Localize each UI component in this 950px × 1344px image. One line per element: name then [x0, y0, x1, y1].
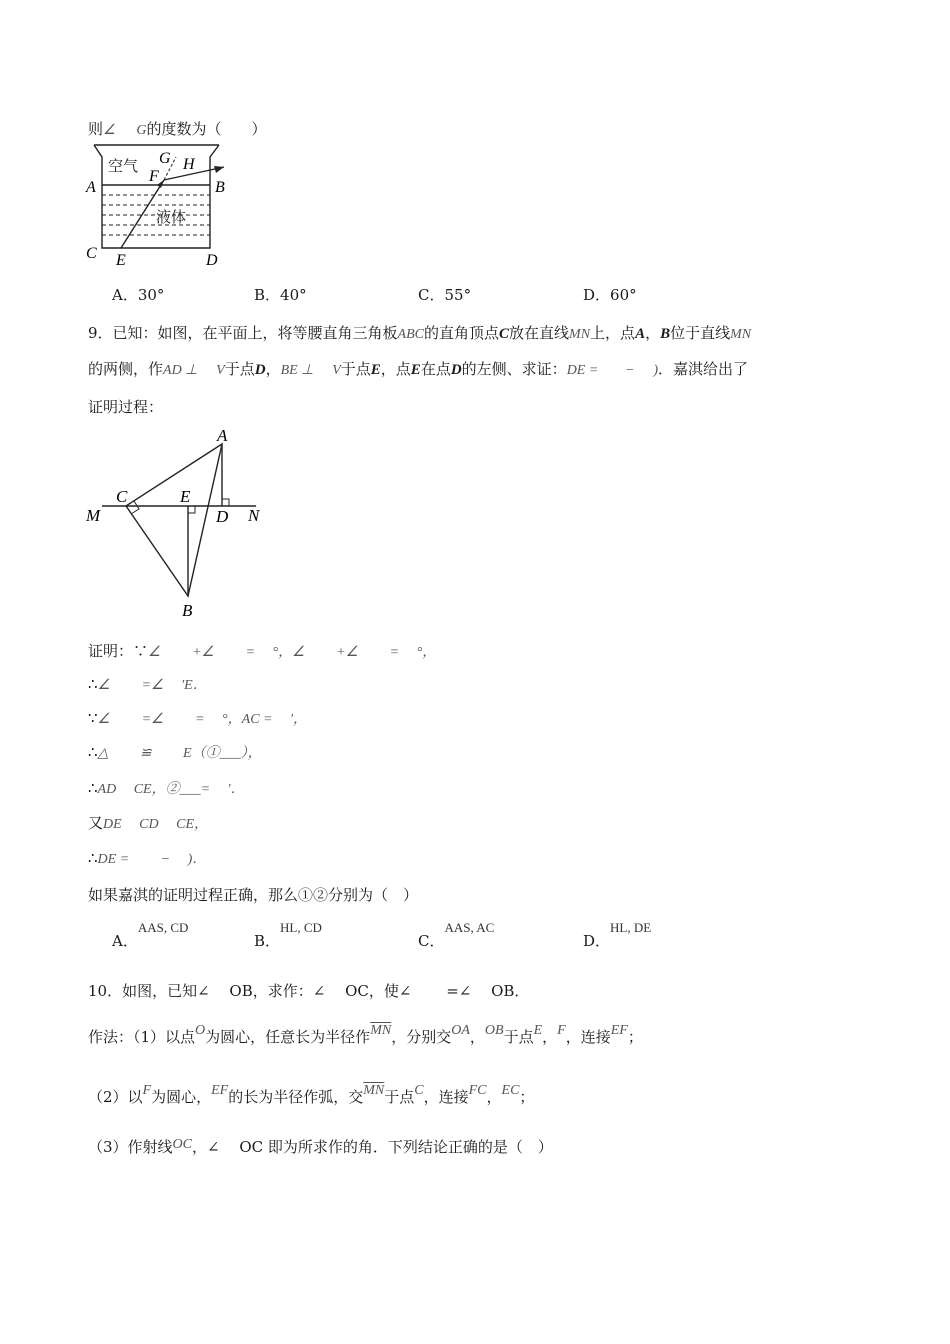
q10-text: ，: [542, 1028, 558, 1046]
q9-proof-body: ∠ =∠ = °，AC = ′，: [97, 712, 308, 727]
q9-proof-line: [88, 742, 262, 762]
q9-proof-lead: 证明：∵: [88, 642, 149, 660]
q10-text: 为圆心，: [151, 1088, 212, 1106]
q9-option-d[interactable]: [583, 916, 652, 950]
q9-proof-lead: ∴: [88, 675, 98, 693]
q10-text: ，连接: [565, 1028, 611, 1046]
q9-label-b: B: [182, 601, 193, 620]
q9-stem-line1: [88, 322, 751, 343]
q9-proof-line: [88, 708, 307, 728]
q9-point-c: C: [499, 326, 510, 342]
q9-minus: −: [625, 363, 635, 378]
q10-text: ，连接: [423, 1088, 469, 1106]
q9-label-a: A: [217, 426, 228, 445]
q9-label-d: D: [216, 507, 229, 526]
q10-text: 于点: [503, 1028, 534, 1046]
q9-proof-lead: ∴: [88, 779, 98, 797]
q9-ad-perp: AD ⊥: [163, 363, 198, 378]
q9-label-c: C: [116, 487, 128, 506]
q9-be-perp: BE ⊥: [280, 363, 314, 378]
q10-text: ；: [519, 1088, 535, 1106]
q8-label-h: H: [183, 156, 195, 173]
q10-text: 作法：（1）以点: [88, 1028, 196, 1046]
q9-proof-body: △ ≌ E（①___），: [97, 746, 262, 761]
q9-proof-line: [88, 848, 206, 868]
q8-option-d[interactable]: [583, 284, 637, 305]
q10-point-c: C: [414, 1083, 424, 1098]
q8-label-air: 空气: [108, 159, 139, 175]
q9-text: 于点: [340, 360, 371, 378]
q9-paren: ): [653, 363, 658, 378]
q8-option-a[interactable]: [112, 284, 164, 305]
q9-proof-body: DE = − )．: [97, 852, 207, 867]
q8-option-text: 40°: [280, 286, 307, 304]
q8-option-b[interactable]: [254, 284, 307, 305]
q9-mn: MN: [569, 327, 591, 342]
q10-text: ，: [486, 1088, 502, 1106]
q9-option-b[interactable]: [254, 916, 322, 950]
q10-stem-line2: [88, 1023, 643, 1047]
q8-option-text: 60°: [610, 286, 637, 304]
q10-text: ，分别交: [391, 1028, 452, 1046]
q10-stem-line1: 10．如图，已知∠ OB，求作：∠ OC，使∠ =∠ OB．: [88, 982, 530, 1000]
q9-option-text: HL, CD: [280, 920, 322, 935]
q8-stem-post: 的度数为（ ）: [146, 120, 267, 138]
q9-point-a: A: [635, 326, 646, 342]
q9-proof-line: [88, 674, 207, 694]
q9-proof-lead: 又: [88, 814, 104, 832]
q10-point-f: F: [142, 1083, 152, 1098]
q9-point-e: E: [410, 362, 421, 378]
q9-question: 如果嘉淇的证明过程正确，那么①②分别为（ ）: [88, 886, 419, 904]
q8-option-letter: D．: [583, 286, 611, 304]
q8-label-a: A: [86, 179, 96, 196]
q10-point-e: E: [533, 1023, 543, 1038]
q8-stem: [88, 118, 267, 139]
q10-ef: EF: [211, 1083, 229, 1098]
q9-option-letter: B．: [254, 932, 281, 950]
q9-proof-body: ∠ =∠ ′E．: [97, 678, 207, 693]
q10-text: 的长为半径作弧，交: [228, 1088, 364, 1106]
q9-text: 9．已知：如图，在平面上，将等腰直角三角板: [88, 324, 398, 342]
q9-point-e: E: [370, 362, 381, 378]
q8-stem-pre: 则: [88, 120, 104, 138]
q9-text: 在点: [420, 360, 451, 378]
q9-point-d: D: [254, 362, 266, 378]
q9-proof-line: [88, 778, 245, 798]
q9-text: 放在直线: [509, 324, 570, 342]
q9-text: 的两侧，作: [88, 360, 164, 378]
q9-stem-line3: 证明过程：: [88, 398, 164, 416]
q10-oa: OA: [451, 1023, 470, 1038]
q9-option-text: HL, DE: [610, 920, 652, 935]
q9-v: V: [216, 363, 225, 378]
q9-proof-line: [88, 640, 436, 661]
q10-stem-line4: [88, 1136, 553, 1157]
q9-option-c[interactable]: [418, 916, 495, 950]
q10-arc-mn: $\overline{MN}$: [370, 1023, 392, 1038]
q9-label-n: N: [248, 506, 260, 525]
q9-de-eq: DE =: [566, 363, 599, 378]
q9-option-letter: C．: [418, 932, 445, 950]
q9-text: 位于直线: [670, 324, 731, 342]
q9-option-text: AAS, AC: [444, 920, 495, 935]
q10-ec: EC: [501, 1083, 520, 1098]
q9-option-letter: A．: [112, 932, 138, 950]
q9-label-m: M: [86, 506, 101, 525]
q8-option-letter: B．: [254, 286, 281, 304]
q10-point-f: F: [557, 1023, 566, 1038]
q9-text: ，: [645, 324, 661, 342]
q9-text: ．嘉淇给出了: [657, 360, 748, 378]
q8-angle-g: G: [136, 123, 147, 138]
q9-proof-lead: ∴: [88, 849, 98, 867]
q8-option-letter: C．: [418, 286, 445, 304]
q9-text: 的直角顶点: [424, 324, 500, 342]
q9-proof-body: ∠ +∠ = °，∠ +∠ = °，: [148, 645, 437, 660]
q10-point-o: O: [195, 1023, 206, 1038]
q9-text: 的左侧、求证：: [461, 360, 567, 378]
q9-proof-line: [88, 812, 208, 833]
q10-oc: OC: [172, 1137, 192, 1152]
q8-angle-sign: ∠: [103, 123, 116, 138]
q9-point-d: D: [450, 362, 462, 378]
q8-label-c: C: [86, 245, 97, 262]
q10-text: （3）作射线: [88, 1138, 173, 1156]
q8-option-text: 30°: [137, 286, 165, 304]
q9-proof-lead: ∴: [88, 743, 98, 761]
q8-option-c[interactable]: [418, 284, 471, 305]
q9-point-b: B: [660, 326, 671, 342]
q9-proof-body: DE CD CE，: [103, 817, 209, 832]
q9-option-letter: D．: [583, 932, 611, 950]
q9-triangle-figure: [84, 424, 274, 620]
q8-label-e: E: [116, 252, 126, 269]
q10-text: ，∠ OC 即为所求作的角．下列结论正确的是（ ）: [192, 1138, 553, 1156]
q10-text: 于点: [384, 1088, 415, 1106]
q9-label-e: E: [180, 487, 191, 506]
q10-ob: OB: [484, 1023, 504, 1038]
q8-label-f: F: [149, 168, 159, 185]
q8-option-text: 55°: [444, 286, 472, 304]
q9-mn: MN: [730, 327, 752, 342]
q9-text: ，点: [380, 360, 411, 378]
q9-text: 于点: [224, 360, 255, 378]
q9-text: 上，点: [590, 324, 636, 342]
q9-option-a[interactable]: [112, 916, 189, 950]
q10-fc: FC: [468, 1083, 487, 1098]
q10-text: （2）以: [88, 1088, 143, 1106]
q8-option-letter: A．: [112, 286, 138, 304]
q10-stem-line3: [88, 1083, 535, 1107]
q8-label-b: B: [215, 179, 225, 196]
q9-proof-body: AD CE，②___= ′．: [97, 782, 245, 797]
q9-abc: ABC: [397, 327, 424, 342]
q8-label-g: G: [159, 150, 171, 167]
q9-proof-lead: ∵: [88, 709, 98, 727]
q10-ef: EF: [610, 1023, 628, 1038]
q8-label-liquid: 液体: [156, 210, 187, 226]
q8-label-d: D: [206, 252, 218, 269]
q9-stem-line2: [88, 358, 748, 379]
q10-text: 为圆心，任意长为半径作: [205, 1028, 371, 1046]
q10-arc-mn: $\overline{MN}$: [363, 1083, 385, 1098]
q8-refraction-figure: [84, 143, 234, 271]
q9-v: V: [332, 363, 341, 378]
q10-text: ，: [469, 1028, 485, 1046]
q9-option-text: AAS, CD: [137, 920, 189, 935]
q10-text: ；: [627, 1028, 643, 1046]
q9-text: ，: [265, 360, 281, 378]
